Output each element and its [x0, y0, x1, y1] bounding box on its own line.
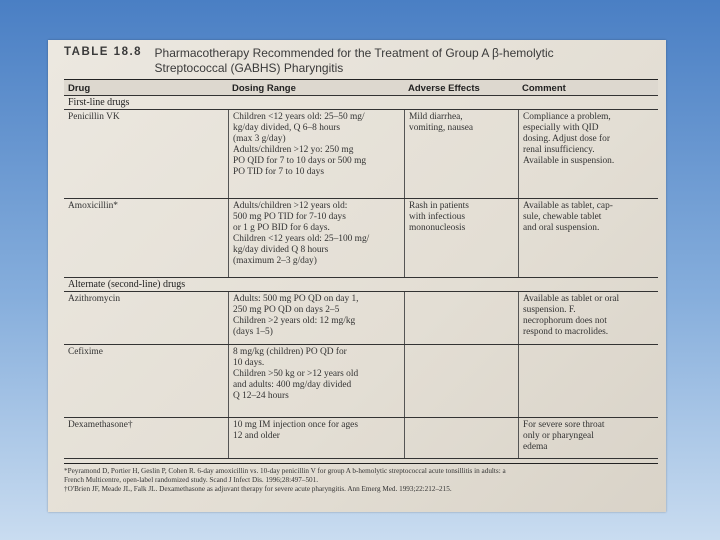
table-header: [64, 46, 664, 76]
adverse-cell: [404, 110, 518, 198]
dosing-cell-line: kg/day divided Q 8 hours: [233, 245, 329, 255]
dosing-cell: [228, 199, 404, 277]
drug-name: Cefixime: [68, 347, 103, 357]
dosing-cell-line: 10 days.: [233, 358, 265, 368]
dosing-cell: [228, 110, 404, 198]
header-dosing: Dosing Range: [232, 83, 296, 94]
dosing-cell-line: or 1 g PO BID for 6 days.: [233, 223, 330, 233]
dosing-cell-line: 10 mg IM injection once for ages: [233, 420, 358, 430]
dosing-cell-line: (days 1–5): [233, 327, 273, 337]
adverse-cell: [404, 292, 518, 344]
adverse-cell-line: Mild diarrhea,: [409, 112, 463, 122]
footnote-line: †O'Brien JF, Meade JL, Falk JL. Dexamethasone as adjuvant therapy for severe acute pharyngitis. Ann Emerg Med. 1993;22:212–215.: [64, 485, 452, 493]
dosing-cell: [228, 345, 404, 417]
table-row: [64, 110, 658, 199]
dosing-cell-line: Children >2 years old: 12 mg/kg: [233, 316, 356, 326]
adverse-cell-line: mononucleosis: [409, 223, 466, 233]
drug-name: Azithromycin: [68, 294, 121, 304]
drug-name: Dexamethasone†: [68, 420, 133, 430]
section-label: Alternate (second-line) drugs: [64, 278, 658, 292]
header-comment: Comment: [522, 83, 566, 94]
dosing-cell-line: 250 mg PO QD on days 2–5: [233, 305, 340, 315]
dosing-cell-line: Adults/children >12 yo: 250 mg: [233, 145, 354, 155]
header-drug: Drug: [68, 83, 91, 94]
comment-cell-line: For severe sore throat: [523, 420, 605, 430]
table-row: [64, 418, 658, 459]
header-adverse: Adverse Effects: [408, 83, 480, 94]
dosing-cell-line: 8 mg/kg (children) PO QD for: [233, 347, 347, 357]
footnote-line: *Peyramond D, Portier H, Geslin P, Cohen R. 6-day amoxicillin vs. 10-day penicillin V for group A b-hemolytic streptococcal acute tonsillitis in adults: a: [64, 467, 506, 475]
adverse-cell: [404, 199, 518, 277]
comment-cell: [518, 199, 658, 277]
dosing-cell-line: 12 and older: [233, 431, 280, 441]
adverse-cell-line: Rash in patients: [409, 201, 469, 211]
comment-cell: [518, 110, 658, 198]
table-title: Pharmacotherapy Recommended for the Treatment of Group A β-hemolytic Streptococcal (GABHS) Pharyngitis: [154, 46, 554, 75]
comment-cell-line: dosing. Adjust dose for: [523, 134, 610, 144]
footnotes: [64, 463, 658, 494]
comment-cell-line: Available as tablet, cap-: [523, 201, 613, 211]
comment-cell-line: only or pharyngeal: [523, 431, 594, 441]
dosing-cell-line: Q 12–24 hours: [233, 391, 289, 401]
dosing-cell-line: Children <12 years old: 25–100 mg/: [233, 234, 370, 244]
dosing-cell-line: Adults: 500 mg PO QD on day 1,: [233, 294, 359, 304]
comment-cell-line: edema: [523, 442, 548, 452]
comment-cell: [518, 345, 658, 417]
comment-cell-line: Available as tablet or oral: [523, 294, 620, 304]
dosing-cell-line: Children <12 years old: 25–50 mg/: [233, 112, 365, 122]
table-row: [64, 292, 658, 345]
drug-name: Amoxicillin*: [68, 201, 118, 211]
footnote-line: French Multicentre, open-label randomized study. Scand J Infect Dis. 1996;28:497–501.: [64, 476, 319, 484]
comment-cell-line: especially with QID: [523, 123, 599, 133]
comment-cell-line: Available in suspension.: [523, 156, 615, 166]
table-body: [64, 96, 658, 459]
comment-cell-line: suspension. F.: [523, 305, 576, 315]
dosing-cell-line: (maximum 2–3 g/day): [233, 256, 317, 266]
comment-cell: [518, 418, 658, 458]
drug-table: [64, 79, 658, 459]
drug-name: Penicillin VK: [68, 112, 120, 122]
comment-cell-line: sule, chewable tablet: [523, 212, 602, 222]
section-label: First-line drugs: [64, 96, 658, 110]
adverse-cell: [404, 418, 518, 458]
table-row: [64, 345, 658, 418]
comment-cell-line: respond to macrolides.: [523, 327, 609, 337]
adverse-cell-line: with infectious: [409, 212, 465, 222]
table-number: TABLE 18.8: [64, 46, 143, 58]
comment-cell-line: necrophorum does not: [523, 316, 607, 326]
dosing-cell-line: Adults/children >12 years old:: [233, 201, 348, 211]
adverse-cell-line: vomiting, nausea: [409, 123, 474, 133]
dosing-cell: [228, 418, 404, 458]
dosing-cell-line: kg/day divided, Q 6–8 hours: [233, 123, 341, 133]
table-photo: [48, 40, 666, 512]
comment-cell-line: renal insufficiency.: [523, 145, 595, 155]
table-row: [64, 199, 658, 278]
dosing-cell-line: PO QID for 7 to 10 days or 500 mg: [233, 156, 367, 166]
adverse-cell: [404, 345, 518, 417]
comment-cell-line: and oral suspension.: [523, 223, 600, 233]
dosing-cell: [228, 292, 404, 344]
dosing-cell-line: PO TID for 7 to 10 days: [233, 167, 324, 177]
comment-cell-line: Compliance a problem,: [523, 112, 611, 122]
comment-cell: [518, 292, 658, 344]
column-headers: [64, 80, 658, 96]
dosing-cell-line: and adults: 400 mg/day divided: [233, 380, 352, 390]
dosing-cell-line: Children >50 kg or >12 years old: [233, 369, 359, 379]
dosing-cell-line: 500 mg PO TID for 7-10 days: [233, 212, 346, 222]
dosing-cell-line: (max 3 g/day): [233, 134, 286, 144]
